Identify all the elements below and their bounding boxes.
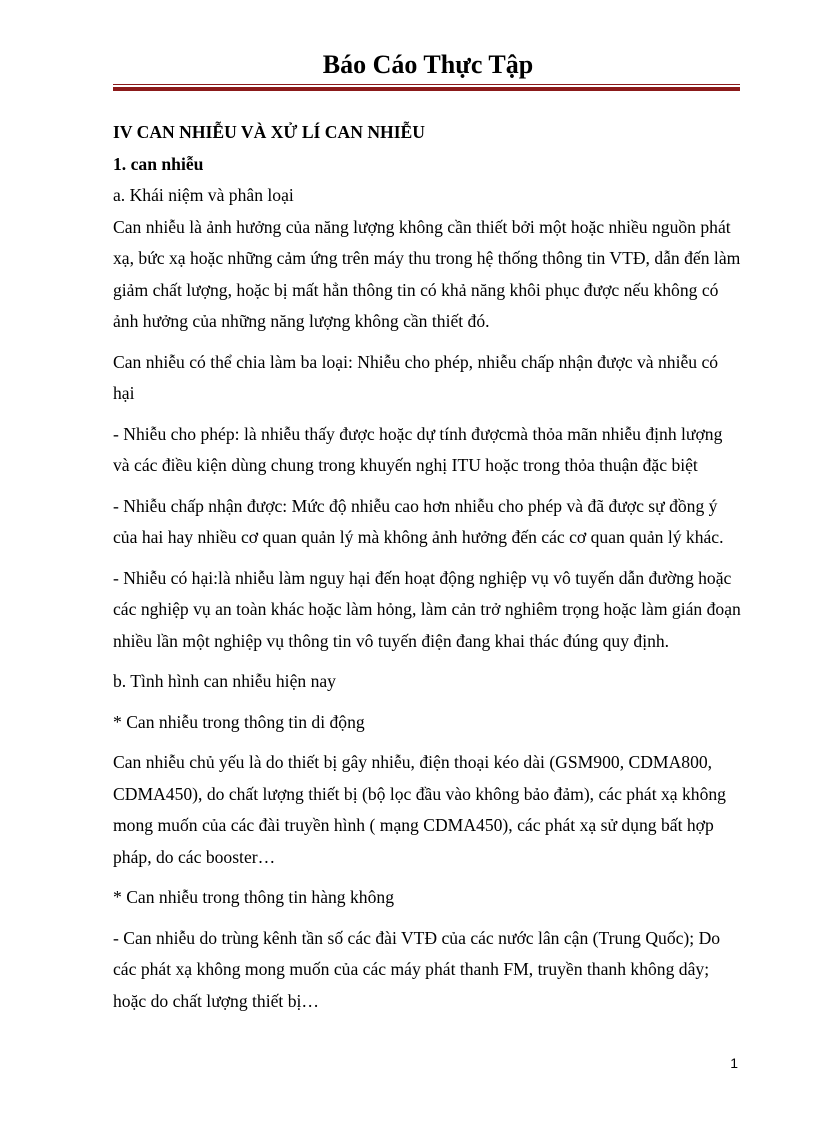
subsection-heading: 1. can nhiễu bbox=[113, 153, 204, 174]
paragraph-allowed-interference: - Nhiễu cho phép: là nhiễu thấy được hoặc dự tính đượcmà thỏa mãn nhiễu định lượng và các điều kiện dùng chung trong khuyến nghị ITU hoặc trong thỏa thuận đặc biệt bbox=[113, 423, 723, 475]
section-heading: IV CAN NHIỄU VÀ XỬ LÍ CAN NHIỄU bbox=[113, 122, 425, 142]
paragraph-classification: Can nhiễu có thể chia làm ba loại: Nhiễu cho phép, nhiễu chấp nhận được và nhiễu có hại bbox=[113, 351, 719, 403]
page-number: 1 bbox=[730, 1055, 738, 1071]
subsection-a-title: a. Khái niệm và phân loại bbox=[113, 185, 294, 205]
paragraph-definition: Can nhiễu là ảnh hưởng của năng lượng không cần thiết bởi một hoặc nhiều nguồn phát xạ, bức xạ hoặc những cảm ứng trên máy thu trong hệ thống thông tin VTĐ, dẫn đến làm giảm chất lượng, hoặc bị mất hẳn thông tin có khả năng khôi phục được nếu không có ảnh hưởng của những năng lượng không cần thiết đó. bbox=[113, 216, 741, 331]
document-body bbox=[113, 117, 743, 1017]
bullet-mobile: * Can nhiễu trong thông tin di động bbox=[113, 711, 365, 732]
paragraph-mobile-interference: Can nhiễu chủ yếu là do thiết bị gây nhiễu, điện thoại kéo dài (GSM900, CDMA800, CDMA450), do chất lượng thiết bị (bộ lọc đầu vào không bảo đảm), các phát xạ không mong muốn của các đài truyền hình ( mạng CDMA450), các phát xạ sử dụng bất hợp pháp, do các booster… bbox=[113, 752, 726, 867]
header-rule-thick bbox=[113, 87, 740, 91]
page-header-title: Báo Cáo Thực Tập bbox=[322, 50, 534, 79]
paragraph-acceptable-interference: - Nhiễu chấp nhận được: Mức độ nhiễu cao hơn nhiễu cho phép và đã được sự đồng ý của hai hay nhiều cơ quan quản lý mà không ảnh hưởng đến các cơ quan quản lý khác. bbox=[113, 495, 724, 547]
paragraph-aviation-interference: - Can nhiễu do trùng kênh tần số các đài VTĐ của các nước lân cận (Trung Quốc); Do các phát xạ không mong muốn của các máy phát thanh FM, truyền thanh không dây; hoặc do chất lượng thiết bị… bbox=[113, 927, 721, 1011]
header-rule-thin bbox=[113, 84, 740, 85]
paragraph-harmful-interference: - Nhiễu có hại:là nhiễu làm nguy hại đến hoạt động nghiệp vụ vô tuyến dẫn đường hoặc các nghiệp vụ an toàn khác hoặc làm hỏng, làm cản trở nghiêm trọng hoặc làm gián đoạn nhiều lần một nghiệp vụ thông tin vô tuyến điện đang khai thác đúng quy định. bbox=[113, 567, 741, 651]
bullet-aviation: * Can nhiễu trong thông tin hàng không bbox=[113, 887, 394, 907]
subsection-b-title: b. Tình hình can nhiễu hiện nay bbox=[113, 671, 336, 691]
